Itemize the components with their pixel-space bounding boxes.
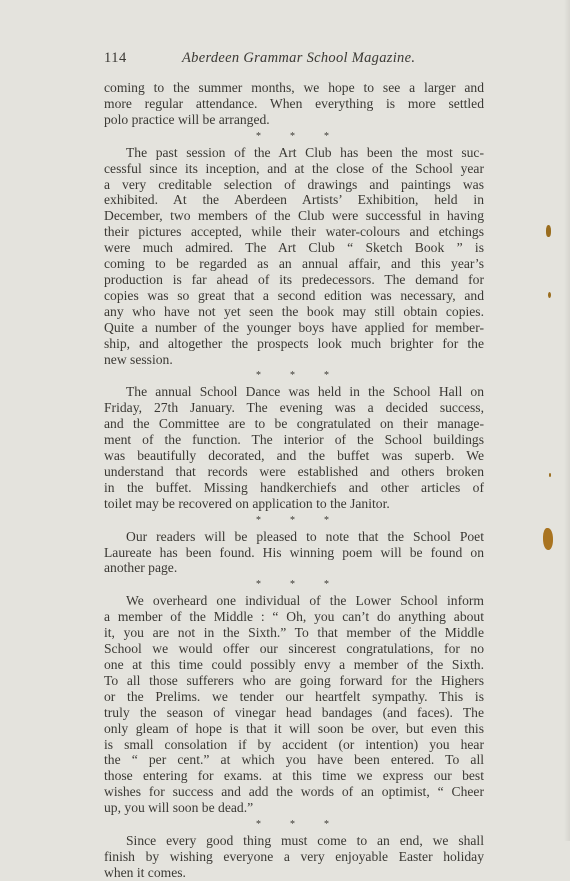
text-line: toilet may be recovered on application to the Janitor. <box>104 495 390 511</box>
text-line: Friday, 27th January. The evening was a decided success, <box>104 400 484 416</box>
separator-asterisk: * <box>290 819 295 831</box>
separator-asterisk: * <box>324 514 329 526</box>
text-line: and the Committee are to be congratulated on their manage- <box>104 416 484 432</box>
text-line: ment of the function. The interior of the School buildings <box>104 432 484 448</box>
article-body <box>104 80 484 881</box>
separator-asterisk: * <box>324 819 329 831</box>
text-line: coming to be regarded as an annual affair, and this year’s <box>104 256 484 272</box>
text-line: in the buffet. Missing handkerchiefs and other articles of <box>104 479 484 495</box>
separator-asterisk: * <box>256 370 261 382</box>
text-line: finish by wishing everyone a very enjoyable Easter holiday <box>104 848 484 864</box>
text-line: only gleam of hope is that it will soon be over, but even this <box>104 720 484 736</box>
paper-stain <box>549 473 551 477</box>
text-line: understand that records were established and others broken <box>104 463 484 479</box>
separator-asterisk: * <box>256 130 261 142</box>
text-line: new session. <box>104 351 173 367</box>
text-line: more regular attendance. When everything is more settled <box>104 95 484 111</box>
text-line: is small consolation if by accident (or intention) you hear <box>104 736 484 752</box>
text-line: truly the season of vinegar head bandages (and faces). The <box>104 704 484 720</box>
paragraph <box>104 529 484 577</box>
text-line: a member of the Middle : “ Oh, you can’t do anything about <box>104 609 484 625</box>
paragraph <box>104 593 484 816</box>
text-line: Since every good thing must come to an end, we shall <box>126 833 484 849</box>
text-line: wishes for success and add the words of an optimist, “ Cheer <box>104 784 484 800</box>
text-line: Our readers will be pleased to note that the School Poet <box>126 528 484 544</box>
text-line: Laureate has been found. His winning poem will be found on <box>104 544 484 560</box>
separator-asterisk: * <box>290 579 295 591</box>
section-separator <box>104 512 484 529</box>
text-line: were much admired. The Art Club “ Sketch Book ” is <box>104 240 484 256</box>
paper-stain <box>543 528 553 550</box>
section-separator <box>104 367 484 384</box>
text-line: December, two members of the Club were successful in having <box>104 208 484 224</box>
text-line: polo practice will be arranged. <box>104 111 270 127</box>
separator-asterisk: * <box>324 579 329 591</box>
text-line: ship, and altogether the prospects look much brighter for the <box>104 335 484 351</box>
text-line: when it comes. <box>104 864 186 880</box>
paper-stain <box>546 225 551 237</box>
text-line: it, you are not in the Sixth.” To that member of the Middle <box>104 625 484 641</box>
text-line: another page. <box>104 560 178 576</box>
text-line: We overheard one individual of the Lower School inform <box>126 593 484 609</box>
running-title: Aberdeen Grammar School Magazine. <box>182 50 416 66</box>
text-line: The past session of the Art Club has been the most suc- <box>126 144 484 160</box>
section-separator <box>104 128 484 145</box>
text-line: those entering for exams. at this time we express our best <box>104 768 484 784</box>
separator-asterisk: * <box>256 579 261 591</box>
paragraph <box>104 384 484 511</box>
separator-asterisk: * <box>324 130 329 142</box>
text-line: exhibited. At the Aberdeen Artists’ Exhibition, held in <box>104 192 484 208</box>
section-separator <box>104 576 484 593</box>
text-line: or the Prelims. we tender our heartfelt sympathy. This is <box>104 688 484 704</box>
text-line: coming to the summer months, we hope to see a larger and <box>104 80 484 95</box>
section-separator <box>104 816 484 833</box>
separator-asterisk: * <box>256 819 261 831</box>
text-line: was beautifully decorated, and the buffet was superb. We <box>104 448 484 464</box>
text-line: The annual School Dance was held in the School Hall on <box>126 384 484 400</box>
page-header <box>104 50 484 72</box>
text-line: the “ per cent.” at which you have been entered. To all <box>104 752 484 768</box>
separator-asterisk: * <box>256 514 261 526</box>
separator-asterisk: * <box>290 130 295 142</box>
text-line: School we would offer our sincerest congratulations, for no <box>104 641 484 657</box>
separator-asterisk: * <box>290 370 295 382</box>
text-line: production is far ahead of its predecessors. The demand for <box>104 271 484 287</box>
paragraph <box>104 145 484 368</box>
page-edge <box>564 0 570 841</box>
text-line: To all those sufferers who are going forward for the Highers <box>104 672 484 688</box>
text-line: up, you will soon be dead.” <box>104 800 254 816</box>
paper-stain <box>548 292 551 298</box>
text-line: Quite a number of the younger boys have applied for member- <box>104 319 484 335</box>
page-number: 114 <box>104 50 127 66</box>
text-line: copies was so great that a second edition was necessary, and <box>104 287 484 303</box>
text-line: cessful since its inception, and at the close of the School year <box>104 160 484 176</box>
paragraph <box>104 833 484 881</box>
text-line: a very creditable selection of drawings and paintings was <box>104 176 484 192</box>
separator-asterisk: * <box>324 370 329 382</box>
separator-asterisk: * <box>290 514 295 526</box>
text-line: one at this time could possibly envy a member of the Sixth. <box>104 657 484 672</box>
paragraph <box>104 80 484 128</box>
text-line: any who have not yet seen the book may still obtain copies. <box>104 303 484 319</box>
text-line: their pictures accepted, while their water-colours and etchings <box>104 224 484 240</box>
